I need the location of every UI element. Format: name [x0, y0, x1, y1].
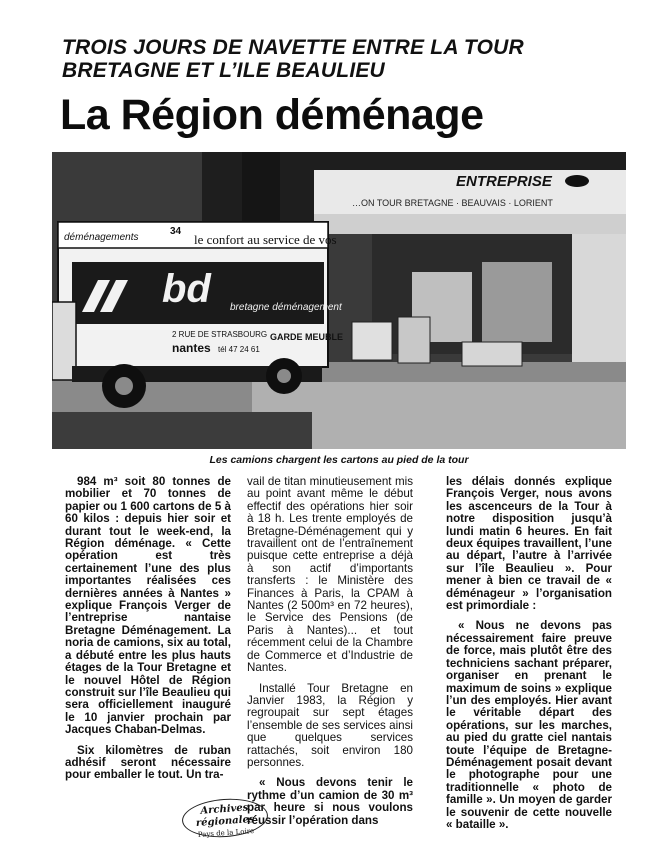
truck-photo-illustration [52, 152, 626, 449]
column-3-paragraph-1: les délais donnés explique François Verger, nous avons les ascenceurs de la Tour à notre disposition jusqu’à lundi matin 6 heures. En fait deux équipes travaillent, l’une au départ, l’autre à l’arrivée sur l’île Beaulieu ». Pour mener à bien ce travail de « déménageur » l’organisation est primordiale : [446, 475, 612, 613]
column-1-paragraph-2: Six kilomètres de ruban adhésif seront nécessaire pour emballer le tout. Un tra- [65, 743, 231, 782]
sign-entreprise-text: ENTREPRISE [456, 173, 552, 190]
truck-logo-text: bd [162, 267, 211, 311]
stamp-line-1: Archives régionales [195, 802, 255, 830]
column-2-paragraph-1: vail de titan minutieusement mis au point avant même le début effectif des opérations hier soir à 18 h. Les trente employés de Bretagne-Déménagement qui y travaillent ont de l’entraînement puisque cette entreprise a déjà à son actif d’importants transferts : le Ministère des Finances à Paris, la CPAM à Nantes (2 500m³ en 72 heures), le Service des Pensions (de Paris à Nantes)... et tout récemment celui de la Chambre de Commerce et d’Industrie de Nantes. [247, 475, 413, 675]
truck-phone-text: tél 47 24 61 [218, 345, 260, 354]
truck-brand-text: bretagne déménagement [230, 302, 342, 313]
article-headline: La Région déménage [60, 91, 484, 139]
truck-number-text: 34 [170, 226, 182, 237]
column-2-paragraph-2: Installé Tour Bretagne en Janvier 1983, la Région y regroupait sur sept étages l’ensemble de ses services ainsi que quelques services rattachés, soit environ 180 personnes. [247, 681, 413, 769]
archives-stamp [181, 796, 269, 840]
truck-city-text: nantes [172, 341, 211, 355]
article-photo [52, 152, 626, 449]
truck-banner-text: le confort au service de vos [194, 232, 337, 247]
sign-lower-text: …ON TOUR BRETAGNE · BEAUVAIS · LORIENT [352, 198, 553, 208]
truck-top-left-text: déménagements [64, 232, 139, 243]
truck-address-text: 2 RUE DE STRASBOURG [172, 330, 268, 339]
photo-caption: Les camions chargent les cartons au pied de la tour [209, 454, 469, 466]
newspaper-clipping [2, 2, 647, 844]
column-2-paragraph-3: « Nous devons tenir le rythme d’un camion de 30 m³ par heure si nous voulons réussir l’opération dans [247, 776, 413, 827]
article-overline: TROIS JOURS DE NAVETTE ENTRE LA TOUR BRETAGNE ET L’ILE BEAULIEU [62, 36, 524, 82]
column-1-paragraph-1: 984 m³ soit 80 tonnes de mobilier et 70 tonnes de papier ou 1 600 cartons de 5 à 60 kilos : depuis hier soir et durant tout le week-end, la Région déménage. « Cette opération est très certainement l’une des plus importantes réalisées ces dernières années à Nantes » explique François Verger de l’entreprise nantaise Bretagne Déménagement. La noria de camions, six au total, a débuté entre les plus hauts étages de la Tour Bretagne et le nouvel Hôtel de Région construit sur l’île Beaulieu qui sera officiellement inauguré le 10 janvier prochain par Jacques Chaban-Delmas. [65, 475, 231, 737]
article-column-3 [446, 476, 612, 831]
truck-storage-text: GARDE MEUBLE [270, 332, 344, 342]
stamp-line-2: Pays de la Loire [197, 827, 255, 839]
article-column-1 [65, 476, 231, 782]
column-3-paragraph-2: « Nous ne devons pas nécessairement faire preuve de force, mais plutôt être des techniciens sachant préparer, organiser en prenant le maximum de soins » explique l’un des employés. Hier avant le véritable départ des opérations, sur les marches, au pied du gratte ciel nantais toute l’équipe de Bretagne-Déménagement posait devant le photographe pour une traditionnelle « photo de famille ». Un moyen de garder le souvenir de cette nouvelle « bataille ». [446, 619, 612, 831]
article-column-2 [247, 476, 413, 827]
